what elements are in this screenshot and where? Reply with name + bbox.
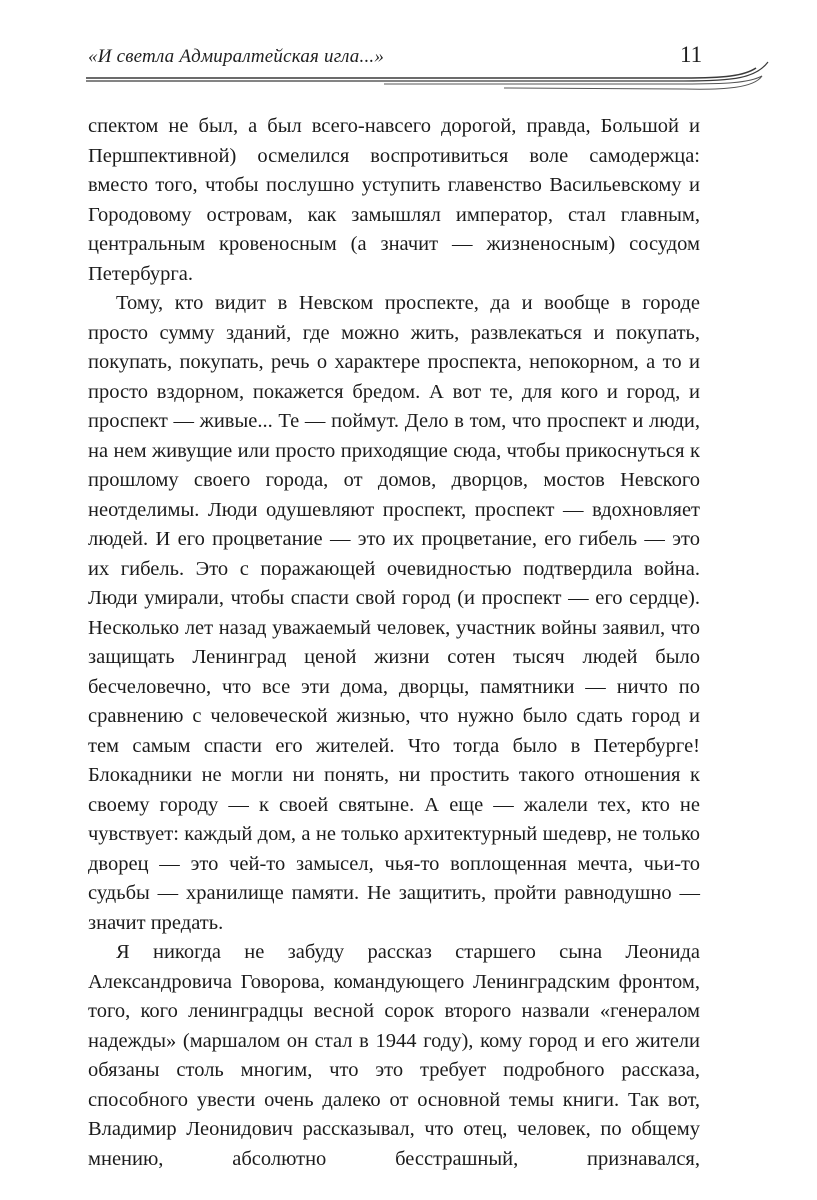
paragraph-1: спектом не был, а был всего-навсего дорогой, правда, Большой и Першпективной) осмелился воспротивиться воле самодержца: вместо того, чтобы послушно уступить главенство Васильевскому и Городовому островам, как замышлял император, стал главным, центральным кровеносным (а значит — жизненосным) сосудом Петербурга.	[88, 115, 700, 285]
header-flourish-rule	[84, 58, 774, 92]
body-text	[88, 112, 700, 1174]
paragraph-3: Я никогда не забуду рассказ старшего сына Леонида Александровича Говорова, командующего Ленинградским фронтом, того, кого ленинградцы весной сорок второго назвали «генералом надежды» (маршалом он стал в 1944 году), кому город и его жители обязаны столь многим, что это требует подробного рассказа, способного увести очень далеко от основной темы книги. Так вот, Владимир Леонидович рассказывал, что отец, человек, по общему мнению, абсолютно бесстрашный, признавался,	[88, 941, 700, 1170]
paragraph-2: Тому, кто видит в Невском проспекте, да и вообще в городе просто сумму зданий, где можно жить, развлекаться и покупать, покупать, покупать, речь о характере проспекта, непокорном, а то и просто вздорном, покажется бредом. А вот те, для кого и город, и проспект — живые... Те — поймут. Дело в том, что проспект и люди, на нем живущие или просто приходящие сюда, чтобы прикоснуться к прошлому своего города, от домов, дворцов, мостов Невского неотделимы. Люди одушевляют проспект, проспект — вдохновляет людей. И его процветание — это их процветание, его гибель — это их гибель. Это с поражающей очевидностью подтвердила война. Люди умирали, чтобы спасти свой город (и проспект — его сердце). Несколько лет назад уважаемый человек, участник войны заявил, что защищать Ленинград ценой жизни сотен тысяч людей было бесчеловечно, что все эти дома, дворцы, памятники — ничто по сравнению с человеческой жизнью, что нужно было сдать город и тем самым спасти его жителей. Что тогда было в Петербурге! Блокадники не могли ни понять, ни простить такого отношения к своему городу — к своей святыне. А еще — жалели тех, кто не чувствует: каждый дом, а не только архитектурный шедевр, не только дворец — это чей-то замысел, чья-то воплощенная мечта, чьи-то судьбы — хранилище памяти. Не защитить, пройти равнодушно — значит предать.	[88, 292, 700, 934]
running-head: «И светла Адмиралтейская игла...»	[88, 46, 385, 67]
page-number: 11	[680, 42, 703, 67]
